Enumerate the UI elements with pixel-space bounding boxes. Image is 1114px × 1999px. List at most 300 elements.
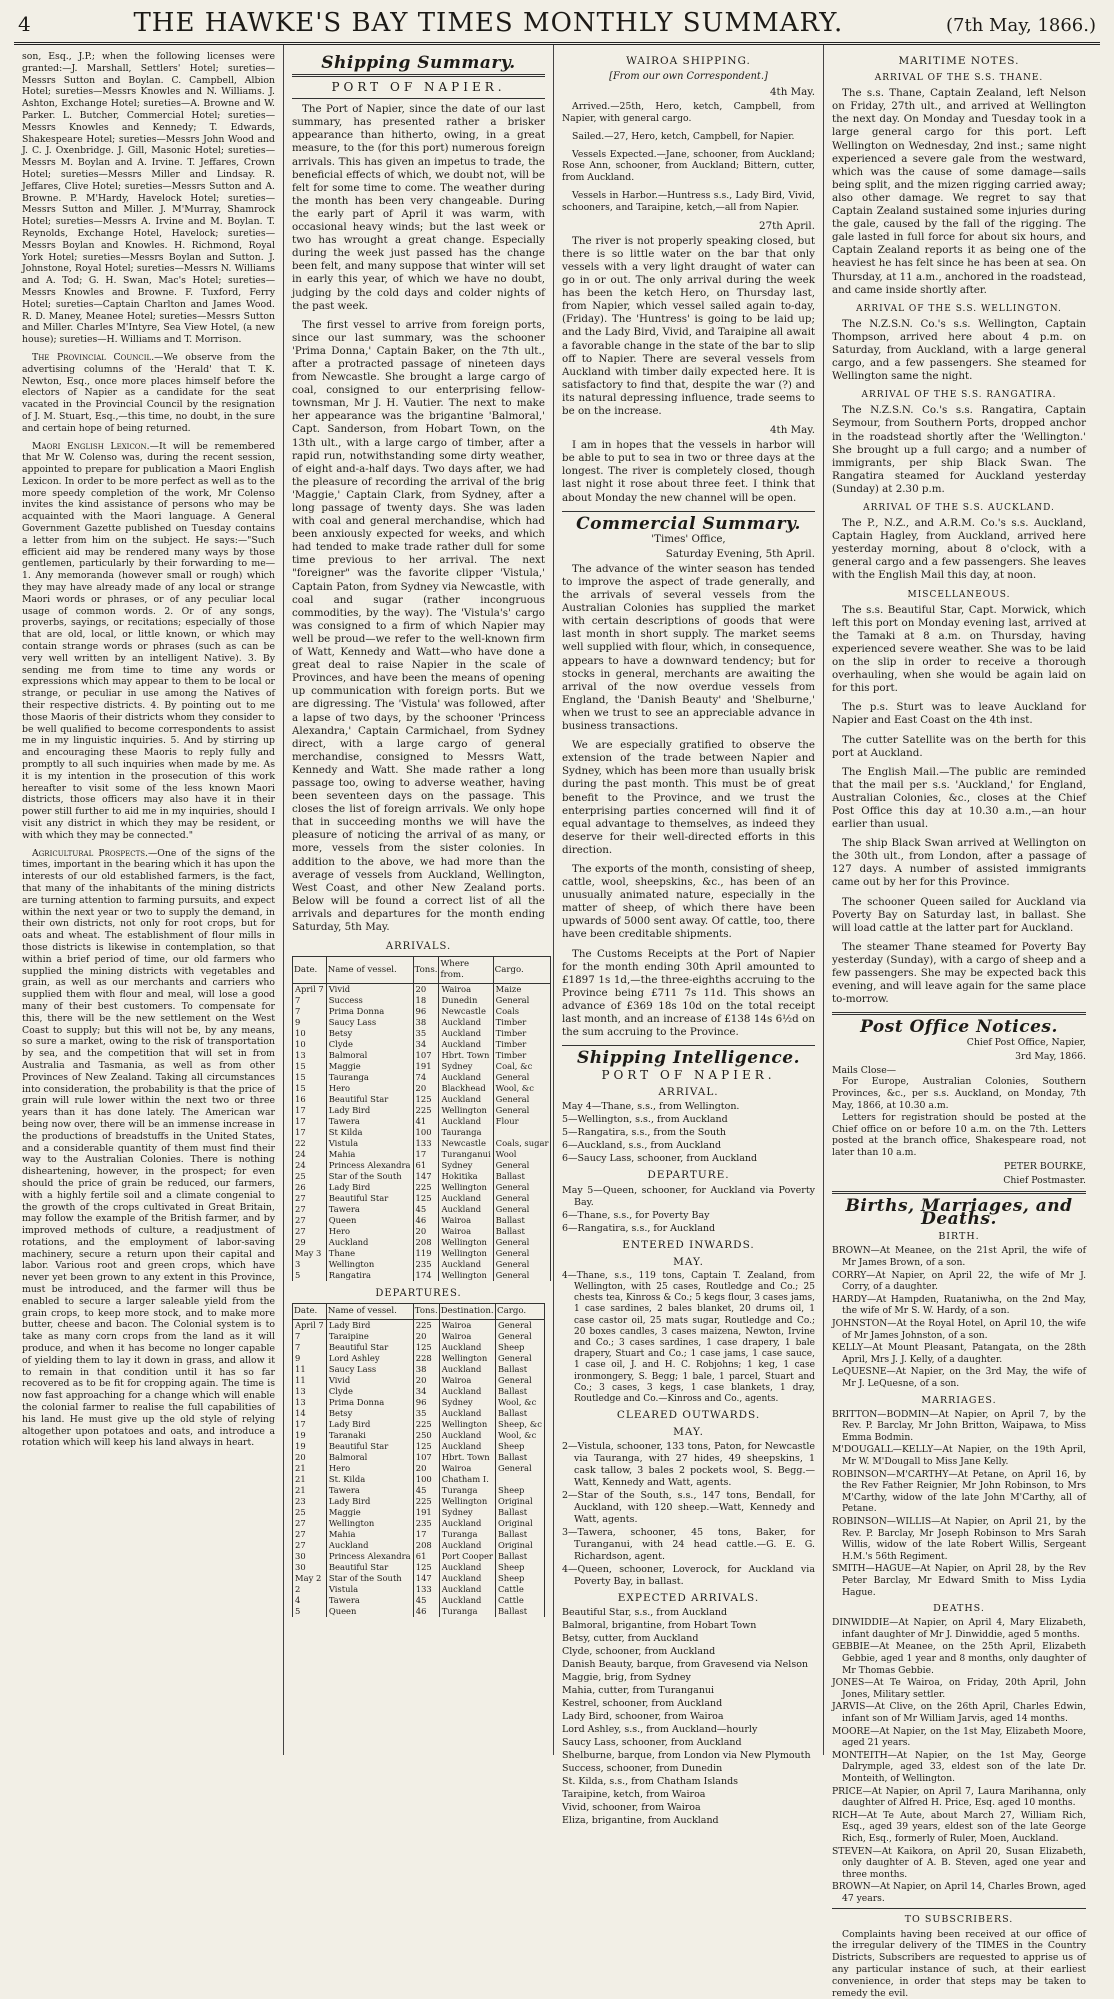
table-cell: Auckland — [439, 1386, 495, 1397]
table-row — [293, 1441, 545, 1452]
office-date: Saturday Evening, 5th April. — [665, 547, 815, 560]
table-cell: 11 — [293, 1375, 327, 1386]
table-cell: Timber — [493, 1050, 551, 1061]
wellington-heading: ARRIVAL OF THE S.S. WELLINGTON. — [856, 303, 1062, 314]
table-cell: Tauranga — [326, 1072, 413, 1083]
departures-header-cell: Cargo. — [496, 1304, 545, 1320]
lexicon-lead: Maori English Lexicon. — [32, 440, 150, 452]
table-cell: Balmoral — [326, 1452, 413, 1463]
table-cell: Auckland — [439, 1441, 495, 1452]
table-cell: Auckland — [439, 1595, 495, 1606]
divider — [292, 98, 545, 99]
issue-date: (7th May, 1866.) — [946, 15, 1096, 36]
list-item: May 5—Queen, schooner, for Auckland via Poverty Bay. — [562, 1184, 815, 1208]
table-cell: 27 — [293, 1540, 327, 1551]
entered-month: MAY. — [673, 1255, 704, 1268]
table-cell: Ballast — [496, 1386, 545, 1397]
table-cell: Sheep — [496, 1562, 545, 1573]
provincial-council-lead: The Provincial Council. — [32, 351, 155, 363]
table-cell: 19 — [293, 1441, 327, 1452]
table-cell: Saucy Lass — [326, 1364, 413, 1375]
table-cell: 225 — [413, 1496, 439, 1507]
table-row — [293, 995, 551, 1006]
subscribers-heading: TO SUBSCRIBERS. — [904, 1914, 1014, 1926]
table-cell: Hero — [326, 1226, 413, 1237]
table-row — [293, 1017, 551, 1028]
lexicon-text: —It will be remembered that Mr W. Colenso was, during the recent session, appointed to prepare for publication a Maori English Lexicon. In order to be more perfect as well as to the more speedy completion of the work, Mr Colenso invites the kind assistance of persons who may be acquainted with the Maori language. A General Government Gazette published on Tuesday contains a letter from him on the subject. He says:—"Such efficient aid may be rendered many ways by those gentlemen, particularly by their forwarding to me—1. Any memoranda (however small or rough) which they may have already made of any local or strange Maori words or phrases, or of any peculiar local usage of common words. 2. Or of any songs, proverbs, sayings, or recitations; especially of those that are old, local, or little known, or which may contain strange words or phrases (such as can be very well written by an intelligent Native). 3. By sending me from time to time any words or expressions which may appear to them to be local or strange, or peculiar in use among the Natives of their respective districts. 4. By pointing out to me those Maoris of their districts whom they consider to be well qualified to become correspondents to assist me in my linguistic inquiries. 5. And by stirring up and encouraging these Maoris to reply fully and promptly to all such inquiries when made by me. As it is my intention in the prosecution of this work hereafter to visit some of the less known Maori districts, those officers may also have it in their power still further to aid me in my inquiries, should I visit any district in which they may be resident, or with which they may be connected." — [22, 440, 275, 841]
table-cell: General — [493, 1160, 551, 1171]
table-cell: Vivid — [326, 1375, 413, 1386]
auckland-paragraph: The P., N.Z., and A.R.M. Co.'s s.s. Auckland, Captain Hagley, from Auckland, arrived here yesterday morning, about 8 o'clock, with a general cargo and a few passengers. She leaves with the English Mail this day, at noon. — [832, 517, 1086, 582]
table-cell: Betsy — [326, 1408, 413, 1419]
table-cell: Auckland — [439, 1584, 495, 1595]
postmaster-name: PETER BOURKE, — [1003, 1160, 1086, 1172]
list-item: 4—Queen, schooner, Loverock, for Auckland via Poverty Bay, in ballast. — [562, 1564, 815, 1588]
table-cell: 17 — [293, 1419, 327, 1430]
table-cell: 107 — [413, 1452, 439, 1463]
table-row — [293, 1182, 551, 1193]
table-row — [293, 1430, 545, 1441]
table-cell: General — [493, 1072, 551, 1083]
departure-heading: DEPARTURE. — [647, 1169, 730, 1182]
table-cell: 14 — [293, 1408, 327, 1419]
table-cell: Lady Bird — [326, 1182, 413, 1193]
table-cell: 27 — [293, 1226, 327, 1237]
table-cell: Queen — [326, 1215, 413, 1226]
arrivals-header-cell: Name of vessel. — [326, 957, 413, 984]
table-cell: Star of the South — [326, 1171, 413, 1182]
table-cell: May 2 — [293, 1573, 327, 1584]
arrivals-header-cell: Tons. — [413, 957, 439, 984]
arrivals-header-cell: Cargo. — [493, 957, 551, 984]
port-of-napier-heading: PORT OF NAPIER. — [331, 80, 506, 95]
table-cell: Lady Bird — [326, 1419, 413, 1430]
table-cell: 29 — [293, 1237, 327, 1248]
table-cell: 35 — [413, 1408, 439, 1419]
table-cell: Betsy — [326, 1028, 413, 1039]
list-item: Danish Beauty, barque, from Gravesend via Nelson — [562, 1659, 809, 1671]
arrival-list — [562, 1101, 815, 1165]
table-row — [293, 1606, 545, 1617]
table-cell: Coals, sugar — [493, 1138, 551, 1149]
column-4 — [824, 45, 1094, 1999]
table-row — [293, 1419, 545, 1430]
dateline: 4th May. — [770, 424, 815, 437]
misc-paragraph-1: The s.s. Beautiful Star, Capt. Morwick, which left this port on Monday evening last, arrived at the Tamaki at 8 a.m. on Thursday, having experienced severe weather. She was to be laid on the slip in order to receive a thorough overhauling, when she would be again laid on for this port. — [832, 603, 1086, 695]
table-cell: 133 — [413, 1138, 439, 1149]
list-item: St. Kilda, s.s., from Chatham Islands — [562, 1776, 739, 1788]
list-item: Maggie, brig, from Sydney — [562, 1672, 691, 1684]
shipping-summary-heading: Shipping Summary. — [321, 53, 516, 73]
departures-header-cell: Name of vessel. — [326, 1304, 413, 1320]
agricultural-text: —One of the signs of the times, important in the bearing which it has upon the interests of our old established farmers, is the fact, that many of the inhabitants of the mining districts are turning attention to farming pursuits, and expect within the next year or two to supply the demand, in their own districts, not only for root crops, but for oats and wheat. The establishment of flour mills in those districts is likewise in contemplation, so that within a brief period of time, our old farmers who supplied the mining districts with vegetables and grain, as well as our merchants and carriers who supplied them with flour and meal, will lose a good many of their best customers. To compensate for this, there will be the new settlement on the West Coast to supply; but this will not be, by any means, so sure a market, owing to the risk of transportation by sea, and the competition that will set in from Australia and Tasmania, as well as from other Provinces of New Zealand. Taking all circumstances into consideration, the probability is that the price of grain will rule lower within the next two or three years than it has done lately. The American war being now over, there will be an immense increase in the productions of breadstuffs in the United States, and a considerable quantity of them must find their way to the Australian Colonies. There is nothing disheartening, however, in the prospect; for even should the price of grain be reduced, our farmers, with a highly fertile soil and a climate congenial to the growth of the crops cultivated in Great Britain, may follow the example of the British farmer, and by improved methods of culture, a readjustment of rotations, and the employment of labor-saving machinery, secure a return upon their capital and labor. Various root and green crops, which have never yet been grown to any extent in this Province, must be introduced, and the farmer will thus be enabled to secure a larger saleable yield from the grain crops, to keep more stock, and to make more butter, cheese and bacon. The Colonial system is to take as many corn crops from the land as it will produce, and when it has become no longer capable of yielding them to lay it down in grass, and allow it to remain in that condition until it has so far recovered as to be fit for cropping again. The time is now fast approaching for a change which will enable the colonial farmer to realise the full capabilities of his land. He must give up the old style of relying altogether upon potatoes and oats, and introduce a rotation which will keep his land always in heart. — [22, 847, 275, 1449]
table-row — [293, 1061, 551, 1072]
table-cell: Original — [496, 1518, 545, 1529]
list-item: 2—Star of the South, s.s., 147 tons, Bendall, for Auckland, with 120 sheep.—Watt, Kennedy and Watt, agents. — [562, 1490, 815, 1526]
table-cell: Ballast — [493, 1171, 551, 1182]
table-cell: Lord Ashley — [326, 1353, 413, 1364]
list-item: 6—Rangatira, s.s., for Auckland — [562, 1222, 716, 1234]
table-row — [293, 1485, 545, 1496]
commercial-paragraph-4: The Customs Receipts at the Port of Napier for the month ending 30th April amounted to £1897 1s 1d,—the three-eighths accruing to the Province being £711 7s 11d. This shows an advance of £369 18s 10d on the total receipt last month, and an increase of £138 14s 6½d on the sum accruing to the Province. — [562, 947, 815, 1039]
table-row — [293, 1353, 545, 1364]
table-cell: Wellington — [326, 1259, 413, 1270]
misc-paragraph-5: The ship Black Swan arrived at Wellington on the 30th ult., from London, after a passage of 127 days. A number of assisted immigrants came out by her for this Province. — [832, 837, 1086, 889]
table-cell: Coal, &c — [493, 1061, 551, 1072]
table-cell: Taraipine — [326, 1331, 413, 1342]
table-cell: Maggie — [326, 1061, 413, 1072]
table-row — [293, 1364, 545, 1375]
table-cell: General — [493, 1248, 551, 1259]
table-cell: 38 — [413, 1364, 439, 1375]
marriage-entry: ROBINSON—WILLIS—At Napier, on April 21, by the Rev. P. Barclay, Mr Joseph Robinson to Mrs Sarah Willis, widow of the late Robert Willis, Sergeant H.M.'s 56th Regiment. — [832, 1515, 1086, 1562]
table-cell: Wool, &c — [496, 1397, 545, 1408]
entered-inwards-text: 4—Thane, s.s., 119 tons, Captain T. Zealand, from Wellington, with 25 cases, Routledge and Co.; 25 chests tea, Kinross & Co.; 5 kegs flour, 3 cases jams, 1 case sardines, 2 bales blanket, 20 drums oil, 1 case castor oil, 25 mats sugar, Routledge and Co.; 20 boxes candles, 3 cases maizena, Newton, Irvine and Co.; 3 cases sardines, 1 case drapery, 1 bale drapery, Stuart and Co.; 1 case jams, 1 case sauce, 1 case oil, J. and H. C. Robjohns; 1 keg, 1 case ironmongery, S. Begg; 1 bale, 1 parcel, Stuart and Co.; 3 cases, 3 kegs, 1 case blankets, 1 dray, Routledge and Co.—Kinross and Co., agents. — [562, 1270, 815, 1404]
table-cell: Mahia — [326, 1529, 413, 1540]
list-item: Lord Ashley, s.s., from Auckland—hourly — [562, 1724, 758, 1736]
departures-header-row — [293, 1304, 545, 1320]
table-cell: 20 — [413, 1226, 439, 1237]
table-cell: General — [493, 1237, 551, 1248]
table-cell: Coals — [493, 1006, 551, 1017]
list-item: Shelburne, barque, from London via New Plymouth — [562, 1750, 811, 1762]
table-cell: Timber — [493, 1028, 551, 1039]
table-cell — [493, 1127, 551, 1138]
misc-paragraph-3: The cutter Satellite was on the berth for this port at Auckland. — [832, 733, 1086, 759]
death-entry: MOORE—At Napier, on the 1st May, Elizabeth Moore, aged 21 years. — [832, 1725, 1086, 1749]
table-cell: Wairoa — [439, 1463, 495, 1474]
table-cell: 26 — [293, 1182, 327, 1193]
table-cell: Tawera — [326, 1116, 413, 1127]
table-cell: Wellington — [439, 1270, 493, 1281]
misc-paragraph-7: The steamer Thane steamed for Poverty Bay yesterday (Sunday), with a cargo of sheep and a few passengers. She may be expected back this evening, and will leave again for the same place to-morrow. — [832, 940, 1086, 1006]
birth-entry: CORRY—At Napier, on April 22, the wife of Mr J. Corry, of a daughter. — [832, 1269, 1086, 1293]
table-cell: 19 — [293, 1430, 327, 1441]
table-cell: 125 — [413, 1562, 439, 1573]
table-cell: Flour — [493, 1116, 551, 1127]
commercial-summary-heading: Commercial Summary. — [576, 513, 801, 534]
table-cell: Lady Bird — [326, 1320, 413, 1332]
table-cell: 21 — [293, 1474, 327, 1485]
registration-text: Letters for registration should be posted at the Chief office on or before 10 a.m. on the 7th. Letters posted at the branch office, Shakespeare road, not later than 10 a.m. — [832, 1111, 1086, 1159]
table-cell: 38 — [413, 1017, 439, 1028]
table-cell: Success — [326, 995, 413, 1006]
table-row — [293, 1496, 545, 1507]
table-cell: Dunedin — [439, 995, 493, 1006]
death-entry: RICH—At Te Aute, about March 27, William Rich, Esq., aged 39 years, eldest son of the late George Rich, Esq., formerly of Ruler, Moen, Auckland. — [832, 1809, 1086, 1844]
list-item: 6—Thane, s.s., for Poverty Bay — [562, 1209, 710, 1221]
table-cell: 30 — [293, 1562, 327, 1573]
table-cell: Auckland — [439, 1028, 493, 1039]
table-cell: Cattle — [496, 1584, 545, 1595]
table-cell: Wellington — [439, 1496, 495, 1507]
table-cell: Wellington — [439, 1353, 495, 1364]
table-cell: 7 — [293, 995, 327, 1006]
table-cell: 24 — [293, 1149, 327, 1160]
table-cell: 100 — [413, 1474, 439, 1485]
table-cell: Maize — [493, 984, 551, 996]
list-item: Saucy Lass, schooner, from Auckland — [562, 1737, 742, 1749]
list-item: Eliza, brigantine, from Auckland — [562, 1815, 719, 1827]
table-row — [293, 1551, 545, 1562]
table-cell: 208 — [413, 1540, 439, 1551]
table-cell: Queen — [326, 1606, 413, 1617]
mails-close-label: Mails Close— — [832, 1064, 896, 1076]
table-cell: 21 — [293, 1485, 327, 1496]
table-cell: Sheep — [496, 1342, 545, 1353]
list-item: 5—Rangatira, s.s., from the South — [562, 1127, 727, 1139]
shipping-paragraph-2: The first vessel to arrive from foreign ports, since our last summary, was the schooner 'Prima Donna,' Captain Baker, on the 7th ult., after a protracted passage of nineteen days from Newcastle. She brought a large cargo of coal, consigned to our enterprising fellow-townsman, Mr J. H. Vautier. The next to make her appearance was the brigantine 'Balmoral,' Capt. Sanderson, from Hobart Town, on the 13th ult., with a large cargo of timber, after a rapid run, notwithstanding some dirty weather, of eight and-a-half days. Two days after, we had the pleasure of recording the arrival of the brig 'Maggie,' Captain Clark, from Sydney, after a long passage of twenty days. She was laden with coal and general merchandise, which had been anxiously expected for weeks, and which had tended to make trade rather dull for some time previous to her arrival. The next "foreigner" was the favorite clipper 'Vistula,' Captain Paton, from Sydney via Newcastle, with coal and sugar (rather incongruous commodities, by the way). The 'Vistula's' cargo was consigned to a firm of which Napier may well be proud—we refer to the well-known firm of Watt, Kennedy and Watt—who have done a great deal to raise Napier in the scale of Provinces, and have been the means of opening up communication with foreign ports. But we are digressing. The 'Vistula' was followed, after a lapse of two days, by the schooner 'Princess Alexandra,' Captain Carmichael, from Sydney direct, with a large cargo of general merchandise, consigned to Messrs Watt, Kennedy and Watt. She made rather a long passage too, owing to adverse weather, having been seventeen days on the passage. This closes the list of foreign arrivals. We only hope that in succeeding months we will have the pleasure of noticing the arrival of as many, or more, vessels from the sister colonies. In addition to the above, we had more than the average of vessels from Auckland, Wellington, West Coast, and other New Zealand ports. Below will be found a correct list of all the arrivals and departures for the month ending Saturday, 5th May. — [292, 318, 545, 933]
table-row — [293, 1006, 551, 1017]
table-cell: Wool, &c — [496, 1430, 545, 1441]
agricultural-lead: Agricultural Prospects. — [32, 847, 148, 859]
table-cell: Auckland — [439, 1072, 493, 1083]
table-cell: Mahia — [326, 1149, 413, 1160]
misc-paragraph-6: The schooner Queen sailed for Auckland via Poverty Bay on Saturday last, in ballast. She will load cattle at the latter part for Auckland. — [832, 895, 1086, 934]
table-cell: 133 — [413, 1584, 439, 1595]
cleared-list — [562, 1441, 815, 1588]
table-cell: Sydney — [439, 1160, 493, 1171]
provincial-council-text: —We observe from the advertising columns of the 'Herald' that T. K. Newton, Esq., once more places himself before the electors of Napier as a candidate for the seat vacated in the Provincial Council by the resignation of J. M. Stuart, Esq.,—this time, no doubt, in the sure and certain hope of being returned. — [22, 351, 275, 434]
columns — [14, 45, 1100, 1999]
misc-paragraph-4: The English Mail.—The public are reminded that the mail per s.s. 'Auckland,' for England, Australian Colonies, &c., closes at the Chief Post Office this day at 10.30 a.m.,—an hour earlier than usual. — [832, 765, 1086, 831]
table-cell: General — [496, 1331, 545, 1342]
table-cell: Auckland — [439, 1364, 495, 1375]
table-cell: Star of the South — [326, 1573, 413, 1584]
birth-heading: BIRTH. — [938, 1231, 980, 1243]
table-cell: Newcastle — [439, 1006, 493, 1017]
table-cell: 228 — [413, 1353, 439, 1364]
table-row — [293, 1595, 545, 1606]
table-cell: 27 — [293, 1529, 327, 1540]
thane-paragraph: The s.s. Thane, Captain Zealand, left Nelson on Friday, 27th ult., and arrived at Wellington the next day. On Monday and Tuesday took in a large general cargo for this port. Left Wellington on Wednesday, 2nd inst.; same night experienced a severe gale from the westward, which was the cause of some damage—sails being split, and the mizen rigging carried away; also other damage. We regret to say that Captain Zealand sustained some injuries during the gale, caused by the fall of the rigging. The gale lasted in full force for about six hours, and Captain Zealand reports it as being one of the heaviest he has felt since he has been at sea. On Thursday, at 11 a.m., anchored in the roadstead, and came inside shortly after. — [832, 87, 1086, 296]
river-paragraph-1: The river is not properly speaking closed, but there is so little water on the bar that only vessels with a very light draught of water can go in or out. The only arrival during the week has been the ketch Hero, on Thursday last, from Napier, which vessel sailed again to-day, (Friday). The 'Huntress' is going to be laid up; and the Lady Bird, Vivid, and Taraipine all await a favorable change in the state of the bar to slip off to Napier. There are several vessels from Auckland with timber daily expected here. It is satisfactory to find that, despite the war (?) and its natural depressing influence, trade seems to be on the increase. — [562, 234, 815, 417]
table-row — [293, 1270, 551, 1281]
table-cell: Vivid — [326, 984, 413, 996]
table-cell: 119 — [413, 1248, 439, 1259]
licenses-paragraph: son, Esq., J.P.; when the following licenses were granted:—J. Marshall, Settlers' Hotel; sureties—Messrs Sutton and Boylan. C. Campbell, Albion Hotel; sureties—Messrs Knowles and N. Williams. J. Ashton, Exchange Hotel; sureties—A. Browne and W. Parker. L. Butcher, Commercial Hotel; sureties—Messrs Knowles and Kennedy; T. Edwards, Shakespeare Hotel; sureties—Messrs John Wood and J. C. J. Oxenbridge. J. Gill, Masonic Hotel; sureties—Messrs M. Boylan and A. Irvine. T. Jeffares, Crown Hotel; sureties—Messrs Miller and Lindsay. R. Jeffares, Clive Hotel; sureties—Messrs Sutton and A. Browne. P. M'Hardy, Havelock Hotel; sureties—Messrs Sutton and Miller. J. M'Murray, Shamrock Hotel; sureties—Messrs A. Irvine and M. Boylan. T. Reynolds, Exchange Hotel, Havelock; sureties—Messrs Boylan and Knowles. H. Richmond, Royal York Hotel; sureties—Messrs Boylan and Sutton. J. Johnstone, Royal Hotel; sureties—Messrs N. Williams and A. Tod; G. H. Swan, Mac's Hotel; sureties—Messrs Knowles and Browne. F. Tuxford, Ferry Hotel; sureties—Captain Charlton and James Wood. R. D. Maney, Meanee Hotel; sureties—Messrs Sutton and Miller. Charles M'Intyre, Sea View Hotel, (a new house); sureties—H. Williams and T. Morrison. — [22, 51, 275, 346]
masthead — [14, 8, 1100, 45]
table-cell: Wairoa — [439, 1226, 493, 1237]
divider — [832, 1908, 1086, 1909]
table-cell: 125 — [413, 1441, 439, 1452]
table-row — [293, 1083, 551, 1094]
table-cell: 96 — [413, 1006, 439, 1017]
bmd-heading: Births, Marriages, and Deaths. — [845, 1196, 1073, 1230]
table-cell: General — [493, 1270, 551, 1281]
table-cell: Beautiful Star — [326, 1562, 413, 1573]
marriages-list — [832, 1409, 1086, 1599]
death-entry: GEBBIE—At Meanee, on the 25th April, Elizabeth Gebbie, aged 1 year and 8 months, only daughter of Mr Thomas Gebbie. — [832, 1641, 1086, 1676]
table-cell: 235 — [413, 1518, 439, 1529]
table-cell: Wellington — [439, 1237, 493, 1248]
dateline: 27th April. — [759, 219, 815, 232]
wairoa-heading: WAIROA SHIPPING. — [626, 55, 751, 67]
table-cell: Ballast — [493, 1226, 551, 1237]
table-cell: 225 — [413, 1419, 439, 1430]
table-row — [293, 1149, 551, 1160]
table-cell: Auckland — [439, 1204, 493, 1215]
table-cell: 125 — [413, 1193, 439, 1204]
maritime-notes-heading: MARITIME NOTES. — [898, 55, 1020, 67]
table-cell: General — [496, 1320, 545, 1332]
table-cell: Thane — [326, 1248, 413, 1259]
table-cell: 2 — [293, 1584, 327, 1595]
table-cell: 15 — [293, 1083, 327, 1094]
arrivals-header-cell: Date. — [293, 957, 327, 984]
table-cell: 125 — [413, 1342, 439, 1353]
table-cell: General — [496, 1463, 545, 1474]
table-row — [293, 1094, 551, 1105]
births-list — [832, 1245, 1086, 1389]
table-cell: Wairoa — [439, 1320, 495, 1332]
table-cell: 20 — [293, 1452, 327, 1463]
table-cell: Cattle — [496, 1595, 545, 1606]
divider — [562, 1045, 815, 1046]
table-cell: Saucy Lass — [326, 1017, 413, 1028]
table-cell: Auckland — [439, 1540, 495, 1551]
table-cell: Lady Bird — [326, 1105, 413, 1116]
divider — [292, 74, 545, 77]
table-cell: Tawera — [326, 1485, 413, 1496]
table-cell: 25 — [293, 1507, 327, 1518]
table-cell: Auckland — [439, 1094, 493, 1105]
table-cell: 13 — [293, 1386, 327, 1397]
post-office-place: Chief Post Office, Napier, — [966, 1037, 1086, 1049]
table-cell: 22 — [293, 1138, 327, 1149]
table-cell: 17 — [293, 1127, 327, 1138]
birth-entry: LeQUESNE—At Napier, on the 3rd May, the wife of Mr J. LeQuesne, of a son. — [832, 1366, 1086, 1389]
table-cell: Wairoa — [439, 984, 493, 996]
table-cell: Hokitika — [439, 1171, 493, 1182]
table-cell: 21 — [293, 1463, 327, 1474]
departures-table-title: DEPARTURES. — [375, 1288, 462, 1300]
table-cell: Rangatira — [326, 1270, 413, 1281]
table-cell: Blackhead — [439, 1083, 493, 1094]
table-cell: 17 — [293, 1116, 327, 1127]
table-cell: Ballast — [496, 1606, 545, 1617]
table-cell: 27 — [293, 1204, 327, 1215]
table-cell: Auckland — [439, 1573, 495, 1584]
table-cell: Ballast — [496, 1507, 545, 1518]
table-cell: 20 — [413, 1331, 439, 1342]
death-entry: MONTEITH—At Napier, on the 1st May, George Dalrymple, aged 33, eldest son of the late Dr. Monteith, of Wellington. — [832, 1749, 1086, 1784]
table-row — [293, 1463, 545, 1474]
table-cell: Wairoa — [439, 1331, 495, 1342]
column-1 — [14, 45, 284, 1755]
table-row — [293, 1248, 551, 1259]
table-row — [293, 1039, 551, 1050]
table-row — [293, 1204, 551, 1215]
list-item: May 4—Thane, s.s., from Wellington. — [562, 1101, 740, 1113]
table-cell: Auckland — [326, 1237, 413, 1248]
table-cell: Wellington — [439, 1248, 493, 1259]
death-entry: PRICE—At Napier, on April 7, Laura Marihanna, only daughter of Alfred H. Price, Esq. aged 10 months. — [832, 1785, 1086, 1809]
table-row — [293, 1050, 551, 1061]
port-of-napier-heading-2: PORT OF NAPIER. — [601, 1068, 776, 1083]
table-cell: 9 — [293, 1017, 327, 1028]
table-cell: 5 — [293, 1270, 327, 1281]
table-cell: Prima Donna — [326, 1006, 413, 1017]
table-cell: Auckland — [439, 1342, 495, 1353]
table-cell: 20 — [413, 1463, 439, 1474]
death-entry: DINWIDDIE—At Napier, on April 4, Mary Elizabeth, infant daughter of Mr J. Dinwiddie, aged 5 months. — [832, 1617, 1086, 1640]
table-cell: Wellington — [439, 1105, 493, 1116]
table-cell: 174 — [413, 1270, 439, 1281]
list-item: Betsy, cutter, from Auckland — [562, 1633, 699, 1645]
table-row — [293, 1072, 551, 1083]
list-item: Taraipine, ketch, from Wairoa — [562, 1789, 706, 1801]
death-entry: BROWN—At Napier, on April 14, Charles Brown, aged 47 years. — [832, 1881, 1086, 1904]
table-row — [293, 1331, 545, 1342]
lexicon-paragraph — [22, 441, 275, 842]
table-cell: General — [493, 1182, 551, 1193]
divider — [562, 511, 815, 512]
arrival-heading: ARRIVAL. — [658, 1086, 719, 1099]
table-cell: 27 — [293, 1215, 327, 1226]
table-cell: 3 — [293, 1259, 327, 1270]
deaths-heading: DEATHS. — [933, 1603, 985, 1615]
provincial-council-paragraph — [22, 352, 275, 435]
table-cell: 61 — [413, 1160, 439, 1171]
rangatira-heading: ARRIVAL OF THE S.S. RANGATIRA. — [861, 390, 1057, 401]
table-cell: 7 — [293, 1331, 327, 1342]
table-cell: 10 — [293, 1028, 327, 1039]
birth-entry: HARDY—At Hampden, Ruataniwha, on the 2nd May, the wife of Mr S. W. Hardy, of a son. — [832, 1293, 1086, 1317]
table-cell: 23 — [293, 1496, 327, 1507]
table-row — [293, 1116, 551, 1127]
table-cell: Princess Alexandra — [326, 1160, 413, 1171]
table-cell: 27 — [293, 1193, 327, 1204]
commercial-paragraph-2: We are especially gratified to observe the extension of the trade between Napier and Sydney, which has been more than usually brisk during the past month. This must be of great benefit to the Province, and we trust the enterprising parties concerned will find it of equal advantage to themselves, as indeed they deserve for their well-directed efforts in this direction. — [562, 739, 815, 856]
birth-entry: JOHNSTON—At the Royal Hotel, on April 10, the wife of Mr James Johnston, of a son. — [832, 1317, 1086, 1341]
table-cell: Wool — [493, 1149, 551, 1160]
column-2 — [284, 45, 554, 1755]
table-row — [293, 1452, 545, 1463]
table-cell: 74 — [413, 1072, 439, 1083]
table-cell: General — [493, 995, 551, 1006]
entered-inwards-heading: ENTERED INWARDS. — [622, 1238, 755, 1251]
table-row — [293, 1375, 545, 1386]
table-cell: Turanga — [439, 1485, 495, 1496]
wairoa-in-harbor: Vessels in Harbor.—Huntress s.s., Lady Bird, Vivid, schooners, and Taraipine, ketch,—all from Napier. — [562, 190, 815, 213]
table-cell: Clyde — [326, 1386, 413, 1397]
table-cell: 100 — [413, 1127, 439, 1138]
table-cell: Tawera — [326, 1204, 413, 1215]
table-cell: 13 — [293, 1050, 327, 1061]
death-entry: JARVIS—At Clive, on the 26th April, Charles Edwin, infant son of Mr William Jarvis, aged 14 months. — [832, 1701, 1086, 1724]
table-cell: 235 — [413, 1259, 439, 1270]
table-cell: Vistula — [326, 1138, 413, 1149]
table-cell: 17 — [413, 1149, 439, 1160]
table-cell: General — [496, 1353, 545, 1364]
column-3 — [554, 45, 824, 1827]
arrivals-header-cell: Where from. — [439, 957, 493, 984]
wairoa-subheading: [From our own Correspondent.] — [609, 71, 768, 83]
table-row — [293, 1474, 545, 1485]
departures-header-cell: Destination. — [439, 1304, 495, 1320]
list-item: Kestrel, schooner, from Auckland — [562, 1698, 723, 1710]
table-cell: 45 — [413, 1595, 439, 1606]
table-cell: Beautiful Star — [326, 1441, 413, 1452]
table-cell — [496, 1474, 545, 1485]
divider — [832, 1012, 1086, 1015]
misc-paragraph-2: The p.s. Sturt was to leave Auckland for Napier and East Coast on the 4th inst. — [832, 701, 1086, 727]
marriage-entry: ROBINSON—M'CARTHY—At Petane, on April 16, by the Rev Father Reignier, Mr John Robinson, to Mrs M'Carthy, widow of the late John M'Carthy, all of Petane. — [832, 1468, 1086, 1515]
table-cell: Hbrt. Town — [439, 1050, 493, 1061]
table-cell: General — [493, 1193, 551, 1204]
list-item: Vivid, schooner, from Wairoa — [562, 1802, 701, 1814]
